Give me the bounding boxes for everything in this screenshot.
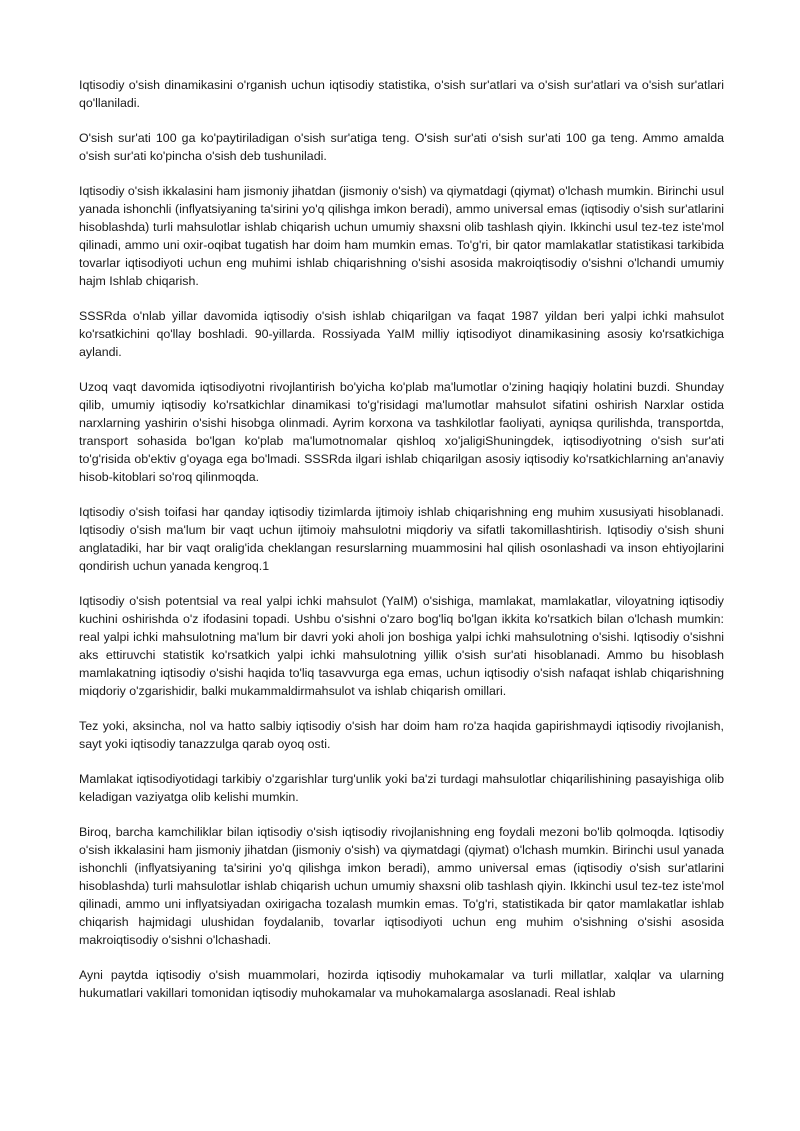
paragraph-11: Ayni paytda iqtisodiy o'sish muammolari, hozirda iqtisodiy muhokamalar va turli millatlar, xalqlar va ularning hukumatlari vakillari tomonidan iqtisodiy muhokamalar va muhokamalarga asoslanadi. Real ishlab [79, 968, 724, 1000]
paragraph-10: Biroq, barcha kamchiliklar bilan iqtisodiy o'sish iqtisodiy rivojlanishning eng foydali mezoni bo'lib qolmoqda. Iqtisodiy o'sish ikkalasini ham jismoniy jihatdan (jismoniy o'sish) va qiymatdagi (qiymat) o'lchash mumkin. Birinchi usul yanada ishonchli (inflyatsiyaning ta'sirini yo'q qilishga imkon beradi), ammo universal emas (iqtisodiy o'sish sur'atlarini hisoblashda) turli mahsulotlar ishlab chiqarish uchun umumiy shaxsni olib tashlash qiyin. Ikkinchi usul tez-tez iste'mol qilinadi, ammo uni inflyatsiyadan oxirigacha tozalash mumkin emas. To'g'ri, statistikada bir qator mamlakatlar ishlab chiqarish hajmidagi ulushidan foydalanib, tovarlar iqtisodiyoti uchun eng muhim o'sishning o'sishi asosida makroiqtisodiy o'sishni o'lchashadi. [79, 825, 724, 947]
paragraph-8: Tez yoki, aksincha, nol va hatto salbiy iqtisodiy o'sish har doim ham ro'za haqida gapirishmaydi iqtisodiy rivojlanish, sayt yoki iqtisodiy tanazzulga qarab oyoq osti. [79, 719, 724, 751]
paragraph-4: SSSRda o'nlab yillar davomida iqtisodiy o'sish ishlab chiqarilgan va faqat 1987 yildan beri yalpi ichki mahsulot ko'rsatkichini qo'llay boshladi. 90-yillarda. Rossiyada YaIM milliy iqtisodiyot dinamikasining asosiy ko'rsatkichiga aylandi. [79, 309, 724, 359]
paragraph-2: O'sish sur'ati 100 ga ko'paytiriladigan o'sish sur'atiga teng. O'sish sur'ati o'sish sur'ati 100 ga teng. Ammo amalda o'sish sur'ati ko'pincha o'sish deb tushuniladi. [79, 131, 724, 163]
document-page [79, 76, 724, 1019]
paragraph-1: Iqtisodiy o'sish dinamikasini o'rganish uchun iqtisodiy statistika, o'sish sur'atlari va o'sish sur'atlari va o'sish sur'atlari qo'llaniladi. [79, 78, 724, 110]
paragraph-6: Iqtisodiy o'sish toifasi har qanday iqtisodiy tizimlarda ijtimoiy ishlab chiqarishning eng muhim xususiyati hisoblanadi. Iqtisodiy o'sish ma'lum bir vaqt uchun ijtimoiy mahsulotni miqdoriy va sifatli takomillashtirish. Iqtisodiy o'sish shuni anglatadiki, har bir vaqt oralig'ida cheklangan resurslarning muammosini hal qilish osonlashadi va inson ehtiyojlarini qondirish uchun yanada kengroq.1 [79, 505, 724, 573]
paragraph-5: Uzoq vaqt davomida iqtisodiyotni rivojlantirish bo'yicha ko'plab ma'lumotlar o'zining haqiqiy holatini buzdi. Shunday qilib, umumiy iqtisodiy ko'rsatkichlar dinamikasi to'g'risidagi ma'lumotlar mahsulot sifatini oshirish Narxlar ostida narxlarning yashirin o'sishi hisobga olinmadi. Ayrim korxona va tashkilotlar faoliyati, ayniqsa qurilishda, transportda, transport sohasida bo'lgan ko'plab ma'lumotnomalar qishloq xo'jaligiShuningdek, iqtisodiyotning o'sish sur'ati to'g'risida ob'ektiv g'oyaga ega bo'lmadi. SSSRda ilgari ishlab chiqarilgan asosiy iqtisodiy ko'rsatkichlarning an'anaviy hisob-kitoblari so'roq qilinmoqda. [79, 380, 724, 484]
paragraph-7: Iqtisodiy o'sish potentsial va real yalpi ichki mahsulot (YaIM) o'sishiga, mamlakat, mamlakatlar, viloyatning iqtisodiy kuchini oshirishda o'z ifodasini topadi. Ushbu o'sishni o'zaro bog'liq bo'lgan ikkita ko'rsatkich bilan o'lchash mumkin: real yalpi ichki mahsulotning ma'lum bir davri yoki aholi jon boshiga yalpi ichki mahsulotning o'sishi. Iqtisodiy o'sishni aks ettiruvchi statistik ko'rsatkich yalpi ichki mahsulotning yillik o'sish sur'ati hisoblanadi. Ammo bu hisoblash mamlakatning iqtisodiy o'sishi haqida to'liq tasavvurga ega emas, uchun iqtisodiy o'sish nafaqat ishlab chiqarishning miqdoriy o'zgarishidir, balki mukammaldirmahsulot va ishlab chiqarish omillari. [79, 594, 724, 698]
paragraph-3: Iqtisodiy o'sish ikkalasini ham jismoniy jihatdan (jismoniy o'sish) va qiymatdagi (qiymat) o'lchash mumkin. Birinchi usul yanada ishonchli (inflyatsiyaning ta'sirini yo'q qilishga imkon beradi), ammo universal emas (iqtisodiy o'sish sur'atlarini hisoblashda) turli mahsulotlar ishlab chiqarish uchun umumiy shaxsni olib tashlash qiyin. Ikkinchi usul tez-tez iste'mol qilinadi, ammo uni oxir-oqibat tugatish har doim ham mumkin emas. To'g'ri, bir qator mamlakatlar statistikasi tarkibida tovarlar iqtisodiyoti uchun eng muhimi ishlab chiqarishning o'sishi asosida makroiqtisodiy o'sishni o'lchandi umumiy hajm Ishlab chiqarish. [79, 184, 724, 288]
paragraph-9: Mamlakat iqtisodiyotidagi tarkibiy o'zgarishlar turg'unlik yoki ba'zi turdagi mahsulotlar chiqarilishining pasayishiga olib keladigan vaziyatga olib kelishi mumkin. [79, 772, 724, 804]
